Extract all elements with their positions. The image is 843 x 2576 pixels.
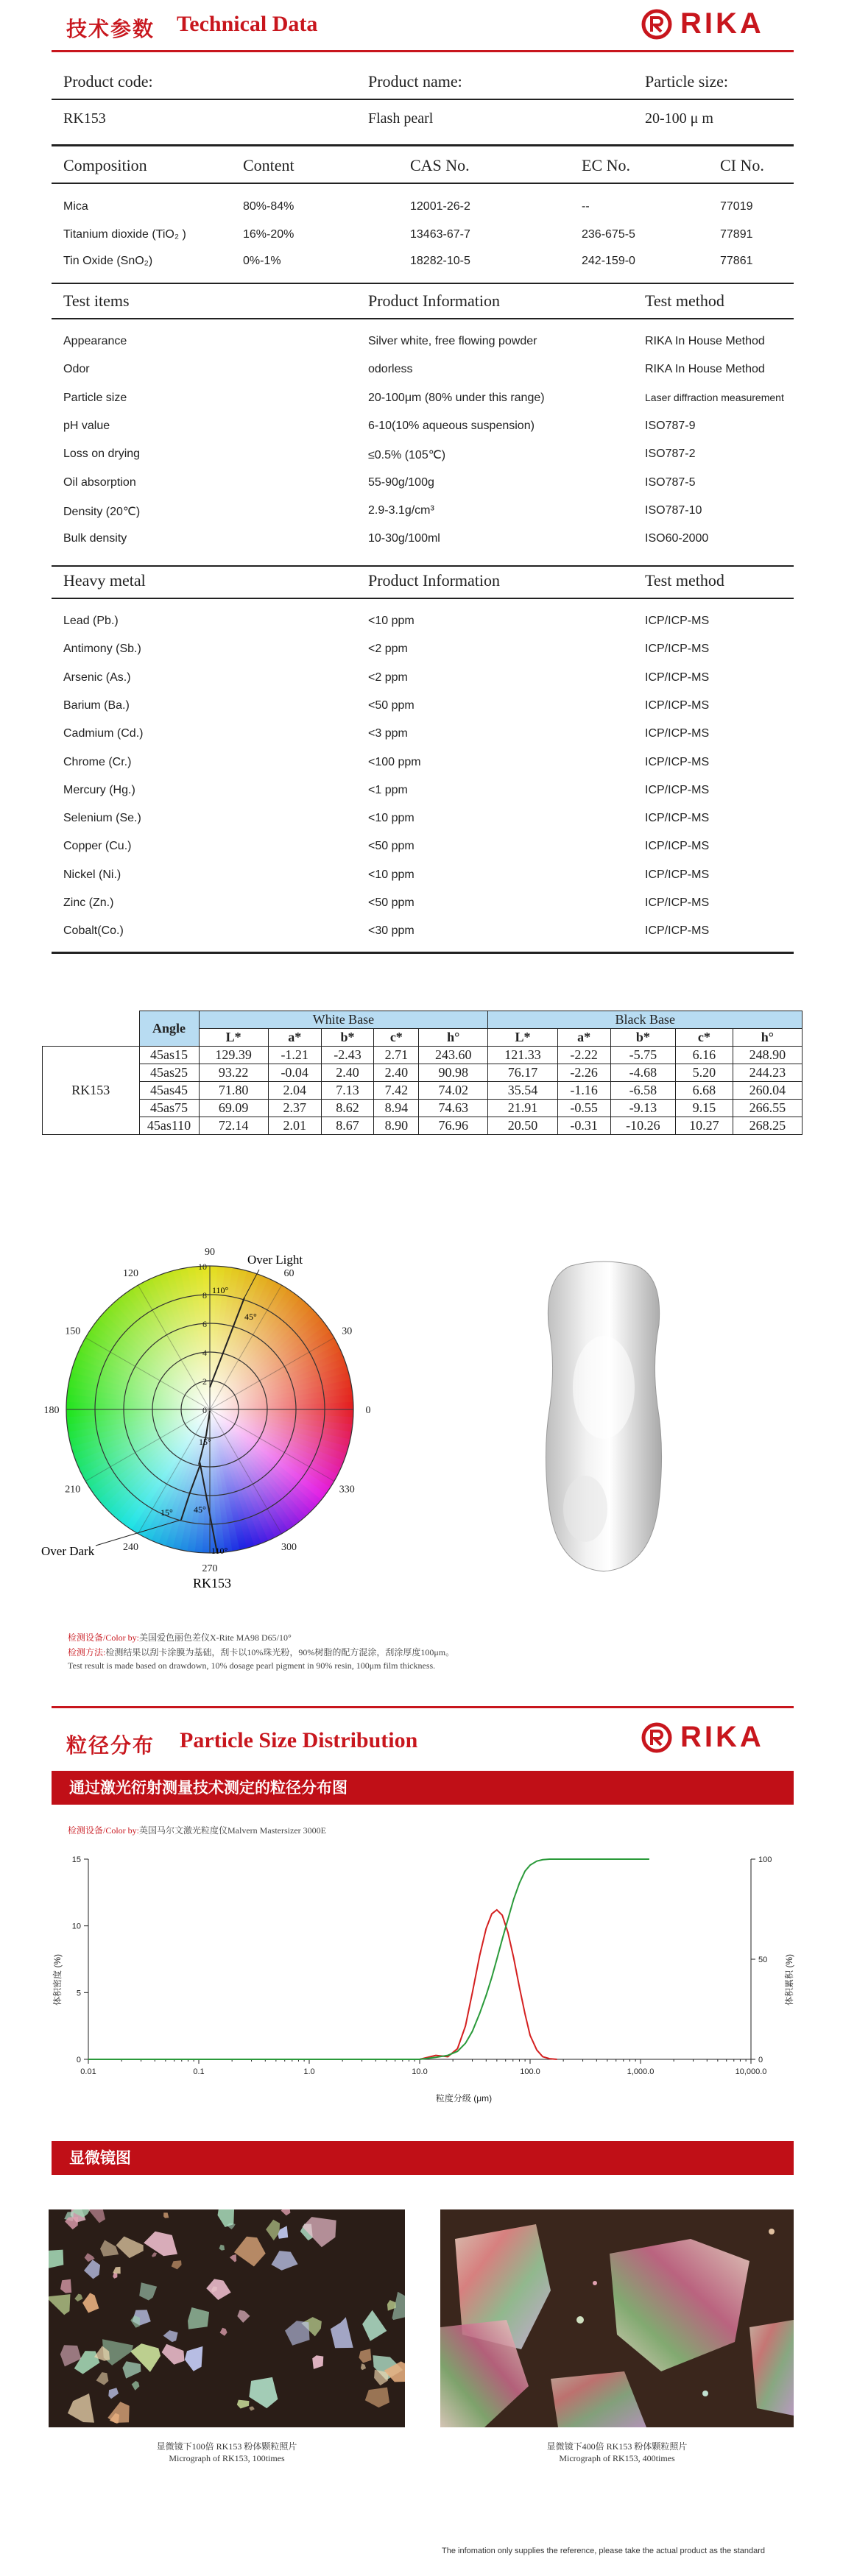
- brand-logo: [641, 1721, 764, 1754]
- white-value-cell: 93.22: [199, 1064, 268, 1082]
- metal-method: ICP/ICP-MS: [645, 727, 710, 740]
- test-method: ISO787-2: [645, 447, 696, 461]
- black-value-cell: 10.27: [676, 1117, 733, 1135]
- psd-banner: 通过激光衍射测量技术测定的粒径分布图: [52, 1771, 794, 1805]
- test-method: ISO787-9: [645, 419, 696, 432]
- density-series-line: [88, 1910, 557, 2059]
- x-tick-label: 1,000.0: [627, 2067, 655, 2076]
- black-value-cell: 244.23: [733, 1064, 802, 1082]
- composition-content: 16%-20%: [243, 228, 294, 241]
- white-value-cell: 2.01: [268, 1117, 321, 1135]
- ci-header: CI No.: [720, 156, 764, 174]
- table-row: [43, 1100, 803, 1117]
- black-value-cell: 121.33: [488, 1047, 557, 1064]
- metal-info: <2 ppm: [368, 670, 408, 684]
- white-value-cell: 2.71: [374, 1047, 419, 1064]
- angle-label: 300: [281, 1542, 297, 1554]
- angle-header: Angle: [139, 1011, 199, 1047]
- composition-ec: 236-675-5: [582, 228, 635, 241]
- heavy-metal-header: Heavy metal: [63, 571, 146, 590]
- page-title-cn: 技术参数: [66, 17, 155, 41]
- metal-method: ICP/ICP-MS: [645, 755, 710, 768]
- black-value-cell: -6.58: [610, 1082, 676, 1100]
- angle-label: 210: [65, 1484, 81, 1496]
- column-header: h°: [733, 1029, 802, 1047]
- psd-title-cn: 粒径分布: [66, 1733, 155, 1758]
- composition-cas: 18282-10-5: [410, 255, 470, 267]
- cumulative-series-line: [88, 1859, 649, 2059]
- micro-banner: 显微镜图: [52, 2141, 794, 2175]
- color-method-note-en: Test result is made based on drawdown, 10% dosage pearl pigment in 90% resin, 100μm film thickness.: [68, 1660, 436, 1671]
- metal-item: Lead (Pb.): [63, 615, 119, 627]
- test-method-header: Test method: [645, 571, 724, 590]
- white-value-cell: 243.60: [419, 1047, 488, 1064]
- test-info: Silver white, free flowing powder: [368, 335, 537, 347]
- over-dark-label: Over Dark: [41, 1544, 95, 1558]
- radial-label: 2: [202, 1376, 207, 1387]
- divider: [52, 565, 794, 567]
- white-value-cell: 8.62: [321, 1100, 374, 1117]
- test-item: Appearance: [63, 335, 127, 347]
- white-value-cell: 7.13: [321, 1082, 374, 1100]
- black-value-cell: 260.04: [733, 1082, 802, 1100]
- column-header: h°: [419, 1029, 488, 1047]
- white-value-cell: 90.98: [419, 1064, 488, 1082]
- footer-disclaimer: The infomation only supplies the reference, please take the actual product as the standard: [442, 2547, 766, 2555]
- column-header: a*: [268, 1029, 321, 1047]
- metal-item: Copper (Cu.): [63, 840, 132, 853]
- angle-cell: 45as15: [139, 1047, 199, 1064]
- test-item: Odor: [63, 363, 90, 376]
- psd-device-note: 检测设备/Color by:英国马尔文激光粒度仪Malvern Mastersizer 3000E: [68, 1825, 326, 1836]
- composition-content: 0%-1%: [243, 255, 281, 267]
- brand-logo: [641, 7, 764, 40]
- angle-label: 180: [43, 1405, 60, 1416]
- product-cell: RK153: [43, 1047, 140, 1135]
- angle-label: 240: [123, 1542, 138, 1554]
- composition-content: 80%-84%: [243, 200, 294, 213]
- brand-name: RIKA: [680, 1721, 764, 1753]
- test-item: pH value: [63, 419, 110, 432]
- micrograph-400x-caption: 显微镜下400倍 RK153 粉体颗粒照片 Micrograph of RK153, 400times: [546, 2441, 688, 2463]
- white-value-cell: 69.09: [199, 1100, 268, 1117]
- x-tick-label: 10.0: [412, 2067, 428, 2076]
- composition-name: Mica: [63, 200, 88, 213]
- chart-series: [88, 1859, 649, 2059]
- black-value-cell: -4.68: [610, 1064, 676, 1082]
- test-method: ISO787-5: [645, 475, 696, 489]
- angle-label: 150: [65, 1326, 81, 1337]
- test-item: Oil absorption: [63, 475, 136, 489]
- divider: [52, 283, 794, 284]
- metal-method: ICP/ICP-MS: [645, 924, 710, 938]
- angle-label: 120: [123, 1267, 138, 1279]
- angle-cell: 45as25: [139, 1064, 199, 1082]
- black-value-cell: -0.55: [557, 1100, 610, 1117]
- white-value-cell: 2.40: [321, 1064, 374, 1082]
- micrograph-400x: [440, 2209, 794, 2427]
- divider: [52, 318, 794, 319]
- angle-cell: 45as45: [139, 1082, 199, 1100]
- metal-item: Selenium (Se.): [63, 812, 141, 825]
- divider: [52, 952, 794, 954]
- composition-cas: 13463-67-7: [410, 228, 470, 241]
- y-tick-label: 5: [76, 1989, 81, 1998]
- metal-item: Antimony (Sb.): [63, 643, 141, 656]
- test-info: odorless: [368, 363, 413, 376]
- cas-header: CAS No.: [410, 156, 470, 174]
- test-method: ISO787-10: [645, 503, 702, 517]
- y-tick-label: 10: [71, 1922, 81, 1931]
- test-method: Laser diffraction measurement: [645, 391, 784, 403]
- metal-item: Arsenic (As.): [63, 670, 131, 684]
- test-info: 6-10(10% aqueous suspension): [368, 419, 535, 432]
- black-base-header: Black Base: [488, 1011, 803, 1029]
- y2-axis-label: 体积累积 (%): [784, 1954, 794, 2006]
- table-row: [43, 1082, 803, 1100]
- metal-info: <50 ppm: [368, 698, 415, 712]
- rika-logo-icon: [641, 8, 673, 40]
- mark-15-light: 15°: [199, 1437, 211, 1447]
- metal-method: ICP/ICP-MS: [645, 868, 710, 881]
- composition-ec: --: [582, 200, 590, 213]
- white-value-cell: 74.63: [419, 1100, 488, 1117]
- black-value-cell: -5.75: [610, 1047, 676, 1064]
- test-info: 55-90g/100g: [368, 475, 434, 489]
- column-header: L*: [488, 1029, 557, 1047]
- composition-ci: 77861: [720, 255, 753, 267]
- ec-header: EC No.: [582, 156, 630, 174]
- white-value-cell: 71.80: [199, 1082, 268, 1100]
- radial-label: 4: [202, 1348, 207, 1358]
- metal-method: ICP/ICP-MS: [645, 783, 710, 796]
- angle-label: 0: [365, 1405, 371, 1416]
- product-code-label: Product code:: [63, 72, 153, 91]
- particle-size-chart: [44, 1847, 803, 2120]
- metal-item: Nickel (Ni.): [63, 868, 121, 881]
- black-value-cell: -2.26: [557, 1064, 610, 1082]
- particle-size-label: Particle size:: [645, 72, 729, 91]
- brand-name: RIKA: [680, 7, 764, 40]
- x-tick-label: 0.1: [193, 2067, 205, 2076]
- metal-method: ICP/ICP-MS: [645, 615, 710, 627]
- radial-label: 0: [202, 1405, 207, 1415]
- metal-info: <50 ppm: [368, 896, 415, 909]
- column-header: L*: [199, 1029, 268, 1047]
- black-value-cell: 9.15: [676, 1100, 733, 1117]
- column-header: c*: [676, 1029, 733, 1047]
- test-info: 2.9-3.1g/cm³: [368, 503, 434, 517]
- test-method: RIKA In House Method: [645, 363, 765, 376]
- black-value-cell: -0.31: [557, 1117, 610, 1135]
- product-name: Flash pearl: [368, 110, 434, 127]
- angle-label: 330: [339, 1484, 355, 1496]
- white-value-cell: 2.40: [374, 1064, 419, 1082]
- product-info-header: Product Information: [368, 291, 501, 310]
- black-value-cell: 248.90: [733, 1047, 802, 1064]
- section-rule: [52, 1706, 794, 1708]
- color-wheel-chart: [29, 1211, 390, 1593]
- white-value-cell: 8.90: [374, 1117, 419, 1135]
- column-header: c*: [374, 1029, 419, 1047]
- test-item: Density (20℃): [63, 505, 141, 518]
- metal-info: <100 ppm: [368, 755, 421, 768]
- mark-110-dark: 110°: [211, 1546, 228, 1556]
- composition-ec: 242-159-0: [582, 255, 635, 267]
- metal-info: <10 ppm: [368, 868, 415, 881]
- metal-item: Cadmium (Cd.): [63, 727, 144, 740]
- color-device-note: 检测设备/Color by:美国爱色丽色差仪X-Rite MA98 D65/10°: [68, 1632, 292, 1643]
- metal-info: <10 ppm: [368, 615, 415, 627]
- color-data-table: [42, 1011, 803, 1135]
- y2-tick-label: 50: [758, 1956, 768, 1964]
- black-value-cell: 76.17: [488, 1064, 557, 1082]
- test-info: 10-30g/100ml: [368, 532, 440, 545]
- composition-ci: 77891: [720, 228, 753, 241]
- metal-info: <1 ppm: [368, 783, 408, 796]
- white-value-cell: 129.39: [199, 1047, 268, 1064]
- table-row: [43, 1047, 803, 1064]
- divider: [52, 598, 794, 599]
- metal-method: ICP/ICP-MS: [645, 840, 710, 853]
- wheel-product-label: RK153: [193, 1576, 232, 1590]
- test-method: RIKA In House Method: [645, 335, 765, 347]
- metal-info: <3 ppm: [368, 727, 408, 740]
- x-tick-label: 0.01: [80, 2067, 96, 2076]
- metal-method: ICP/ICP-MS: [645, 698, 710, 712]
- black-value-cell: 21.91: [488, 1100, 557, 1117]
- white-value-cell: -0.04: [268, 1064, 321, 1082]
- x-tick-label: 1.0: [303, 2067, 315, 2076]
- product-name-label: Product name:: [368, 72, 462, 91]
- page-title-en: Technical Data: [177, 12, 318, 36]
- column-header: b*: [321, 1029, 374, 1047]
- table-row: [43, 1117, 803, 1135]
- metal-info: <10 ppm: [368, 812, 415, 825]
- x-tick-label: 100.0: [520, 2067, 540, 2076]
- white-value-cell: -1.21: [268, 1047, 321, 1064]
- y-tick-label: 15: [71, 1855, 81, 1864]
- test-method-header: Test method: [645, 291, 724, 310]
- black-value-cell: -2.22: [557, 1047, 610, 1064]
- metal-item: Chrome (Cr.): [63, 755, 132, 768]
- rika-logo-icon: [641, 1722, 673, 1754]
- metal-info: <50 ppm: [368, 840, 415, 853]
- metal-item: Zinc (Zn.): [63, 896, 114, 909]
- angle-cell: 45as75: [139, 1100, 199, 1117]
- radial-label: 8: [202, 1290, 207, 1301]
- test-info: 20-100μm (80% under this range): [368, 391, 545, 404]
- white-value-cell: 8.67: [321, 1117, 374, 1135]
- mark-45-dark: 45°: [194, 1504, 206, 1515]
- y-tick-label: 0: [76, 2056, 81, 2064]
- divider: [52, 99, 794, 100]
- black-value-cell: 20.50: [488, 1117, 557, 1135]
- black-value-cell: 35.54: [488, 1082, 557, 1100]
- black-value-cell: 5.20: [676, 1064, 733, 1082]
- radial-label: 6: [202, 1319, 207, 1329]
- white-base-header: White Base: [199, 1011, 488, 1029]
- metal-info: <30 ppm: [368, 924, 415, 938]
- metal-item: Barium (Ba.): [63, 698, 130, 712]
- test-item: Particle size: [63, 391, 127, 404]
- test-item: Loss on drying: [63, 447, 141, 461]
- test-item: Bulk density: [63, 532, 127, 545]
- composition-name: Titanium dioxide (TiO₂ ): [63, 228, 186, 241]
- metal-method: ICP/ICP-MS: [645, 896, 710, 909]
- mark-110-light: 110°: [212, 1285, 229, 1295]
- black-value-cell: 6.16: [676, 1047, 733, 1064]
- metal-item: Cobalt(Co.): [63, 924, 124, 938]
- black-value-cell: 266.55: [733, 1100, 802, 1117]
- color-method-note: 检测方法:检测结果以刮卡涂膜为基础，刮卡以10%珠光粉，90%树脂的配方混涂，刮涂厚度100μm。: [68, 1647, 455, 1657]
- column-header: b*: [610, 1029, 676, 1047]
- white-value-cell: 8.94: [374, 1100, 419, 1117]
- white-value-cell: 74.02: [419, 1082, 488, 1100]
- content-header: Content: [243, 156, 294, 174]
- mark-45-light: 45°: [244, 1312, 257, 1322]
- test-method: ISO60-2000: [645, 532, 709, 545]
- white-value-cell: 76.96: [419, 1117, 488, 1135]
- table-row: [43, 1064, 803, 1082]
- divider: [52, 144, 794, 146]
- product-info-header: Product Information: [368, 571, 501, 590]
- angle-label: 90: [205, 1247, 215, 1258]
- particle-size: 20-100 μ m: [645, 110, 713, 127]
- composition-name: Tin Oxide (SnO₂): [63, 255, 153, 267]
- y2-tick-label: 100: [758, 1855, 772, 1864]
- white-value-cell: 72.14: [199, 1117, 268, 1135]
- composition-header: Composition: [63, 156, 147, 174]
- x-axis-label: 粒度分级 (μm): [435, 2093, 493, 2103]
- test-items-header: Test items: [63, 291, 130, 310]
- micrograph-100x-caption: 显微镜下100倍 RK153 粉体颗粒照片 Micrograph of RK153, 100times: [156, 2441, 297, 2463]
- white-value-cell: 2.04: [268, 1082, 321, 1100]
- angle-label: 60: [283, 1267, 294, 1279]
- metal-method: ICP/ICP-MS: [645, 812, 710, 825]
- header-rule: [52, 50, 794, 52]
- y2-tick-label: 0: [758, 2056, 763, 2064]
- psd-title-en: Particle Size Distribution: [180, 1728, 418, 1752]
- test-info: ≤0.5% (105℃): [368, 449, 446, 462]
- black-value-cell: -10.26: [610, 1117, 676, 1135]
- column-header: a*: [557, 1029, 610, 1047]
- blank-cell: [43, 1011, 140, 1047]
- angle-cell: 45as110: [139, 1117, 199, 1135]
- over-light-label: Over Light: [247, 1253, 303, 1267]
- radial-label: 10: [198, 1262, 207, 1272]
- metal-method: ICP/ICP-MS: [645, 643, 710, 656]
- black-value-cell: -9.13: [610, 1100, 676, 1117]
- white-value-cell: 2.37: [268, 1100, 321, 1117]
- metal-method: ICP/ICP-MS: [645, 670, 710, 684]
- white-value-cell: -2.43: [321, 1047, 374, 1064]
- metal-info: <2 ppm: [368, 643, 408, 656]
- black-value-cell: 268.25: [733, 1117, 802, 1135]
- composition-ci: 77019: [720, 200, 753, 213]
- product-code: RK153: [63, 110, 106, 127]
- angle-label: 30: [342, 1326, 353, 1337]
- x-tick-label: 10,000.0: [735, 2067, 767, 2076]
- white-value-cell: 7.42: [374, 1082, 419, 1100]
- y-axis-label: 体积密度 (%): [52, 1954, 63, 2006]
- micrograph-100x: [49, 2209, 405, 2427]
- metal-item: Mercury (Hg.): [63, 783, 135, 796]
- black-value-cell: -1.16: [557, 1082, 610, 1100]
- mark-15-dark: 15°: [161, 1507, 173, 1518]
- paint-sample-image: [541, 1259, 666, 1575]
- angle-label: 270: [202, 1563, 218, 1574]
- chart-axes: [72, 1855, 772, 2076]
- divider: [52, 183, 794, 184]
- composition-cas: 12001-26-2: [410, 200, 470, 213]
- black-value-cell: 6.68: [676, 1082, 733, 1100]
